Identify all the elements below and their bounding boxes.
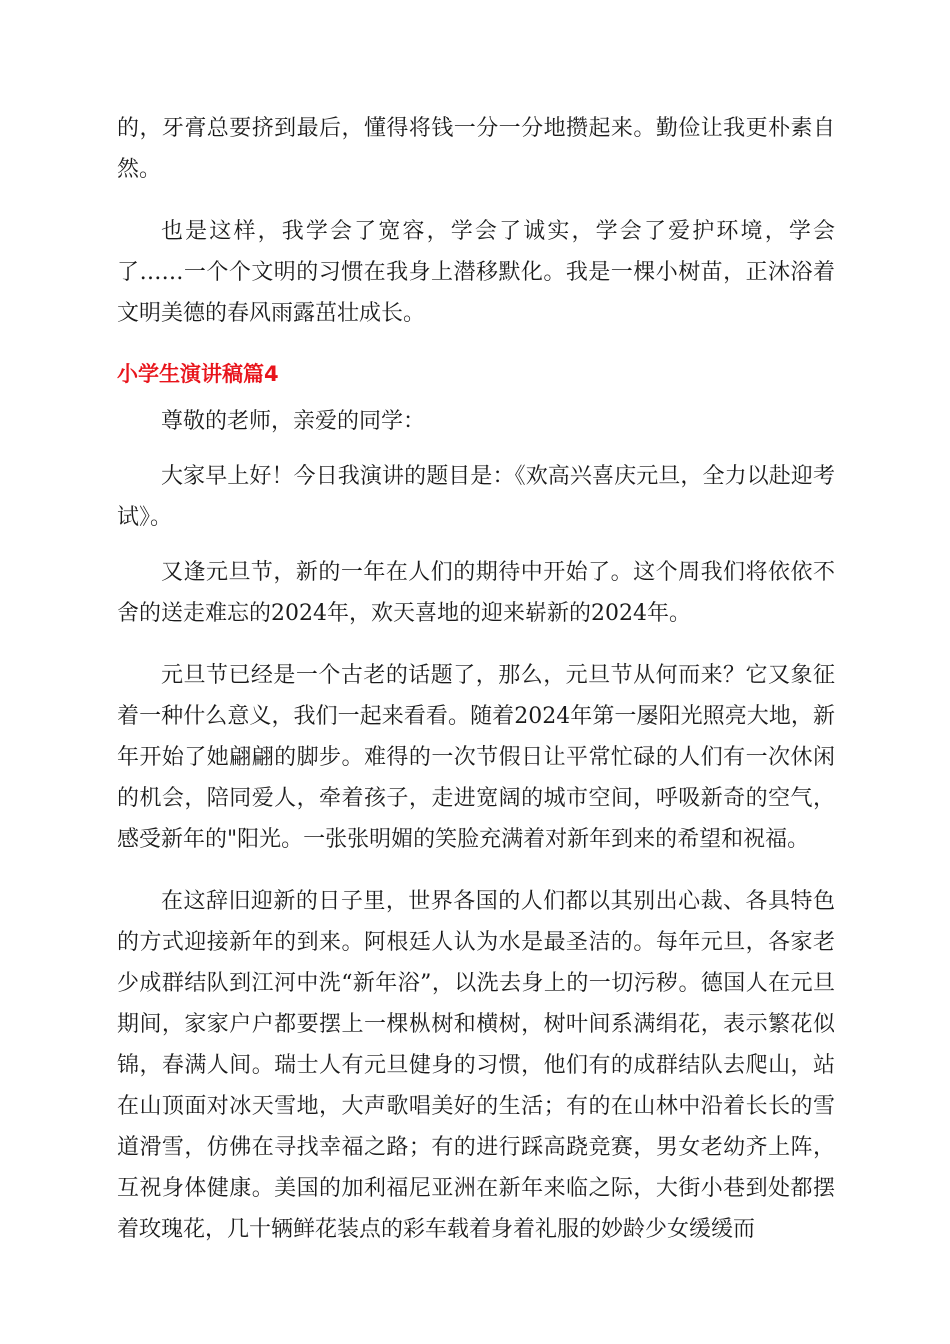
document-body (117, 108, 835, 1271)
paragraph: 元旦节已经是一个古老的话题了，那么，元旦节从何而来？它又象征着一种什么意义，我们一起来看看。随着2024年第一屡阳光照亮大地，新年开始了她翩翩的脚步。难得的一次节假日让平常忙碌的人们有一次休闲的机会，陪同爱人，牵着孩子，走进宽阔的城市空间，呼吸新奇的空气，感受新年的"阳光。一张张明媚的笑脸充满着对新年到来的希望和祝福。 (117, 663, 835, 852)
paragraph: 在这辞旧迎新的日子里，世界各国的人们都以其别出心裁、各具特色的方式迎接新年的到来。阿根廷人认为水是最圣洁的。每年元旦，各家老少成群结队到江河中洗“新年浴”，以洗去身上的一切污秽。德国人在元旦期间，家家户户都要摆上一棵枞树和横树，树叶间系满绢花，表示繁花似锦，春满人间。瑞士人有元旦健身的习惯，他们有的成群结队去爬山，站在山顶面对冰天雪地，大声歌唱美好的生活；有的在山林中沿着长长的雪道滑雪，仿佛在寻找幸福之路；有的进行踩高跷竞赛，男女老幼齐上阵，互祝身体健康。美国的加利福尼亚洲在新年来临之际，大街小巷到处都摆着玫瑰花，几十辆鲜花装点的彩车载着身着礼服的妙龄少女缓缓而 (117, 889, 835, 1242)
paragraph: 大家早上好！今日我演讲的题目是：《欢高兴喜庆元旦，全力以赴迎考试》。 (117, 464, 835, 530)
paragraph-continued: 的，牙膏总要挤到最后，懂得将钱一分一分地攒起来。勤俭让我更朴素自然。 (117, 116, 835, 182)
salutation: 尊敬的老师，亲爱的同学： (161, 409, 426, 434)
paragraph: 也是这样，我学会了宽容，学会了诚实，学会了爱护环境，学会了……一个个文明的习惯在我身上潜移默化。我是一棵小树苗，正沐浴着文明美德的春风雨露茁壮成长。 (117, 219, 835, 326)
section-heading: 小学生演讲稿篇4 (117, 362, 279, 386)
paragraph: 又逢元旦节，新的一年在人们的期待中开始了。这个周我们将依依不舍的送走难忘的2024年，欢天喜地的迎来崭新的2024年。 (117, 560, 835, 626)
